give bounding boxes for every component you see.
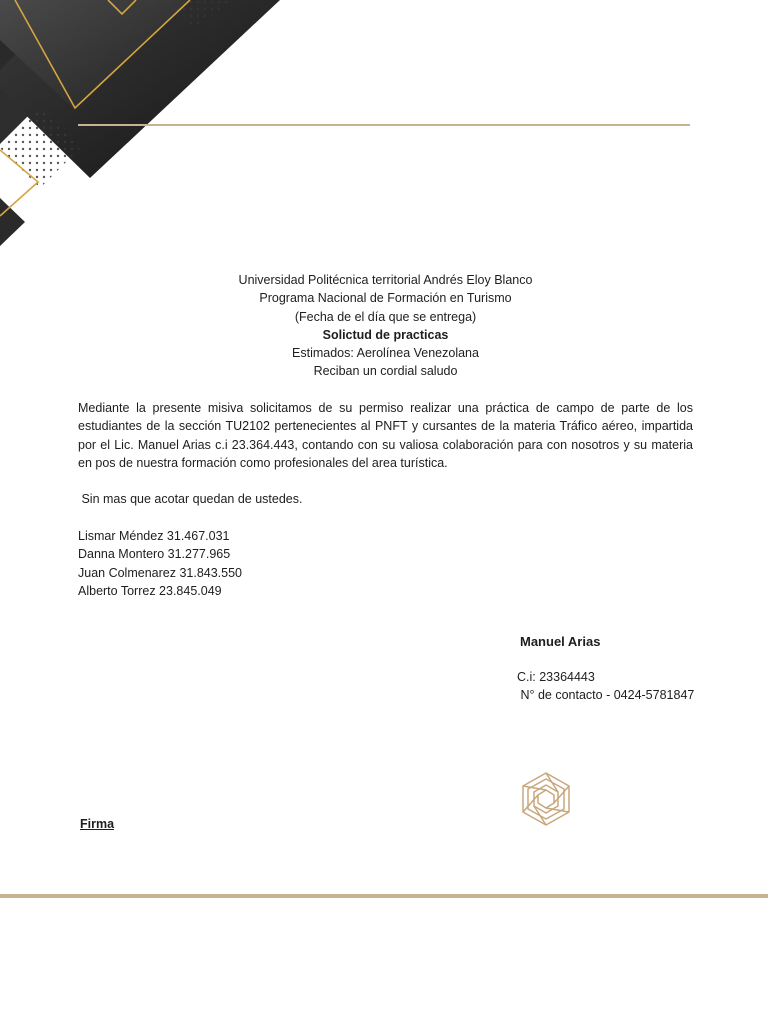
list-item: Juan Colmenarez 31.843.550 — [78, 565, 243, 580]
bottom-divider — [0, 894, 768, 898]
student-list — [78, 527, 242, 600]
list-item: Danna Montero 31.277.965 — [78, 547, 231, 562]
recipient: Estimados: Aerolínea Venezolana — [292, 346, 479, 361]
letter-title: Solictud de practicas — [322, 327, 449, 342]
geometric-corner-decoration — [0, 0, 300, 260]
signature-label: Firma — [80, 817, 115, 831]
greeting: Reciban un cordial saludo — [313, 364, 458, 379]
list-item: Lismar Méndez 31.467.031 — [78, 529, 230, 543]
top-divider — [78, 124, 690, 126]
university-name: Universidad Politécnica territorial Andrés Eloy Blanco — [238, 273, 533, 287]
letter-body: Mediante la presente misiva solicitamos de su permiso realizar una práctica de campo de parte de los estudiantes de la sección TU2102 pertenecientes al PNFT y cursantes de la materia Tráfico aéreo, impartida por el Lic. Manuel Arias c.i 23.364.443, contando con su valiosa colaboración para con nosotros y su materia en pos de nuestra formación como profesionales del area turística. — [78, 401, 693, 470]
closing-line: Sin mas que acotar quedan de ustedes. — [78, 492, 303, 506]
program-name: Programa Nacional de Formación en Turismo — [259, 291, 512, 306]
list-item: Alberto Torrez 23.845.049 — [78, 583, 222, 598]
signer-ci: C.i: 23364443 — [517, 670, 595, 684]
date-placeholder: (Fecha de el día que se entrega) — [294, 309, 477, 324]
corner-shapes — [0, 0, 280, 246]
signer-name: Manuel Arias — [520, 634, 601, 649]
letter-header — [78, 271, 693, 381]
signer-contact: N° de contacto - 0424-5781847 — [517, 688, 695, 702]
hexagon-logo-icon — [518, 771, 574, 827]
